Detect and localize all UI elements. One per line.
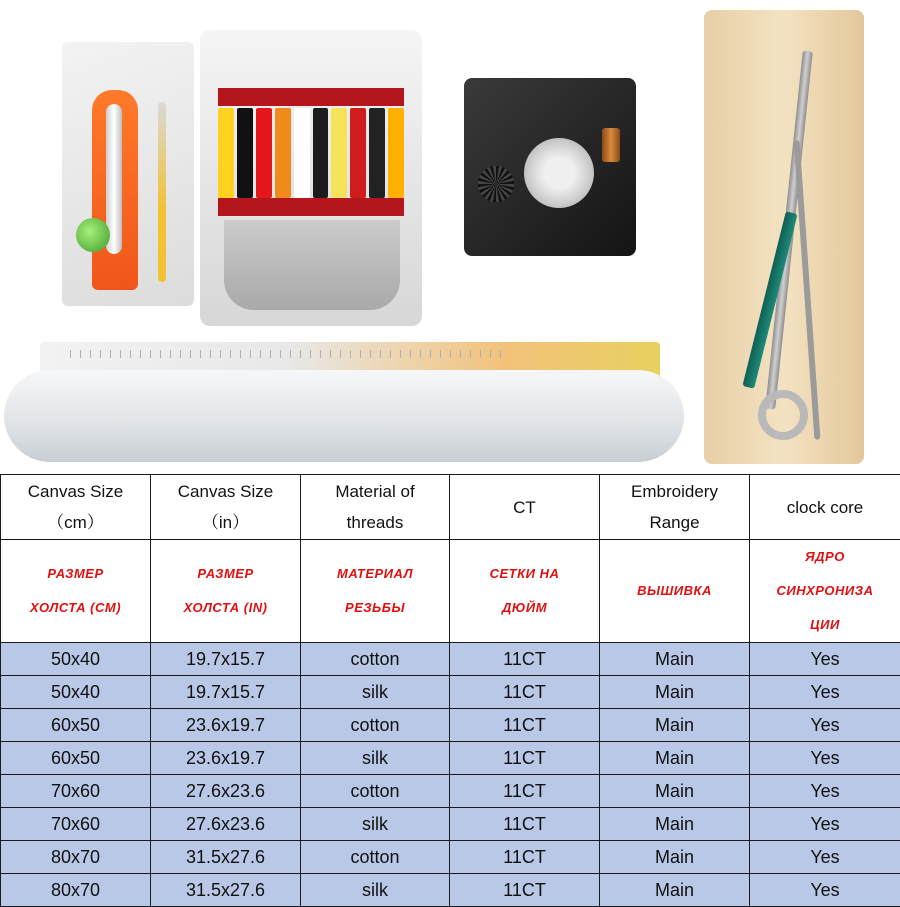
table-row (1, 841, 900, 874)
cell-canvas-in: 23.6x19.7 (151, 742, 301, 775)
cell-ct: 11CT (450, 775, 600, 808)
cell-clock-core: Yes (750, 643, 900, 676)
cell-canvas-in: 19.7x15.7 (151, 676, 301, 709)
clock-gear-icon (524, 138, 594, 208)
table-row (1, 676, 900, 709)
header-ru-material: МАТЕРИАЛ РЕЗЬБЫ (301, 540, 450, 643)
header-ru-canvas-size-in: РАЗМЕР ХОЛСТА (IN) (151, 540, 301, 643)
cell-canvas-in: 27.6x23.6 (151, 808, 301, 841)
table-row (1, 808, 900, 841)
cell-embroidery-range: Main (600, 742, 750, 775)
thread-skein (275, 108, 291, 198)
thread-skein (350, 108, 366, 198)
cell-material: silk (301, 808, 450, 841)
cell-ct: 11CT (450, 709, 600, 742)
thread-skein (313, 108, 329, 198)
cell-canvas-cm: 60x50 (1, 742, 151, 775)
table-row (1, 742, 900, 775)
cell-canvas-cm: 70x60 (1, 808, 151, 841)
thread-skeins (218, 108, 404, 198)
cell-canvas-cm: 60x50 (1, 709, 151, 742)
cell-ct: 11CT (450, 742, 600, 775)
cell-canvas-in: 31.5x27.6 (151, 874, 301, 907)
cell-canvas-cm: 80x70 (1, 841, 151, 874)
thread-bundle-photo (200, 30, 422, 326)
header-ct: CT (450, 475, 600, 540)
needle-threader-icon (158, 102, 166, 282)
cell-canvas-in: 27.6x23.6 (151, 775, 301, 808)
cell-material: cotton (301, 841, 450, 874)
clock-wheel-icon (478, 166, 514, 202)
cell-clock-core: Yes (750, 775, 900, 808)
beads-icon (76, 218, 110, 252)
cell-canvas-cm: 80x70 (1, 874, 151, 907)
cell-canvas-cm: 50x40 (1, 676, 151, 709)
clock-movement-photo (458, 70, 644, 260)
cell-clock-core: Yes (750, 808, 900, 841)
thread-skein (369, 108, 385, 198)
cell-ct: 11CT (450, 841, 600, 874)
header-row-english (1, 475, 900, 540)
cell-material: cotton (301, 709, 450, 742)
sewing-kit-photo (62, 42, 194, 306)
header-ru-canvas-size-cm: РАЗМЕР ХОЛСТА (CM) (1, 540, 151, 643)
header-embroidery-range: Embroidery Range (600, 475, 750, 540)
header-row-russian (1, 540, 900, 643)
table-row (1, 775, 900, 808)
cell-clock-core: Yes (750, 874, 900, 907)
spec-table (0, 474, 900, 907)
thread-skein (331, 108, 347, 198)
canvas-ruler (70, 350, 510, 358)
cell-canvas-in: 23.6x19.7 (151, 709, 301, 742)
cell-ct: 11CT (450, 874, 600, 907)
cell-material: silk (301, 874, 450, 907)
cell-material: cotton (301, 775, 450, 808)
header-ru-embroidery: ВЫШИВКА (600, 540, 750, 643)
clock-movement-body (464, 78, 636, 256)
hex-nut-icon (758, 390, 808, 440)
thread-skein (237, 108, 253, 198)
cell-embroidery-range: Main (600, 709, 750, 742)
spec-table-body (1, 643, 900, 907)
thread-skein (294, 108, 310, 198)
cell-embroidery-range: Main (600, 841, 750, 874)
cell-embroidery-range: Main (600, 643, 750, 676)
cell-canvas-cm: 70x60 (1, 775, 151, 808)
cell-material: cotton (301, 643, 450, 676)
table-row (1, 709, 900, 742)
cell-embroidery-range: Main (600, 808, 750, 841)
thread-band-bottom (218, 198, 404, 216)
cell-ct: 11CT (450, 808, 600, 841)
rolled-canvas-photo (0, 336, 690, 466)
cell-canvas-in: 31.5x27.6 (151, 841, 301, 874)
thread-skein (388, 108, 404, 198)
cell-clock-core: Yes (750, 676, 900, 709)
table-row (1, 874, 900, 907)
header-canvas-size-in: Canvas Size （in） (151, 475, 301, 540)
canvas-roll (4, 370, 684, 462)
cell-material: silk (301, 676, 450, 709)
cell-embroidery-range: Main (600, 874, 750, 907)
header-material: Material of threads (301, 475, 450, 540)
header-canvas-size-cm: Canvas Size （cm） (1, 475, 151, 540)
thread-skein (218, 108, 234, 198)
cell-ct: 11CT (450, 643, 600, 676)
clock-hands-photo (704, 10, 864, 464)
cell-clock-core: Yes (750, 841, 900, 874)
cell-canvas-in: 19.7x15.7 (151, 643, 301, 676)
thread-band-top (218, 88, 404, 106)
header-ru-clock-core: ЯДРО СИНХРОНИЗА ЦИИ (750, 540, 900, 643)
header-clock-core: clock core (750, 475, 900, 540)
thread-skein (256, 108, 272, 198)
cell-embroidery-range: Main (600, 676, 750, 709)
cell-clock-core: Yes (750, 709, 900, 742)
header-ru-ct: СЕТКИ НА ДЮЙМ (450, 540, 600, 643)
clock-coil-icon (602, 128, 620, 162)
cell-clock-core: Yes (750, 742, 900, 775)
cell-material: silk (301, 742, 450, 775)
cell-canvas-cm: 50x40 (1, 643, 151, 676)
cell-ct: 11CT (450, 676, 600, 709)
table-row (1, 643, 900, 676)
thread-bag-bottom (224, 220, 400, 310)
cell-embroidery-range: Main (600, 775, 750, 808)
